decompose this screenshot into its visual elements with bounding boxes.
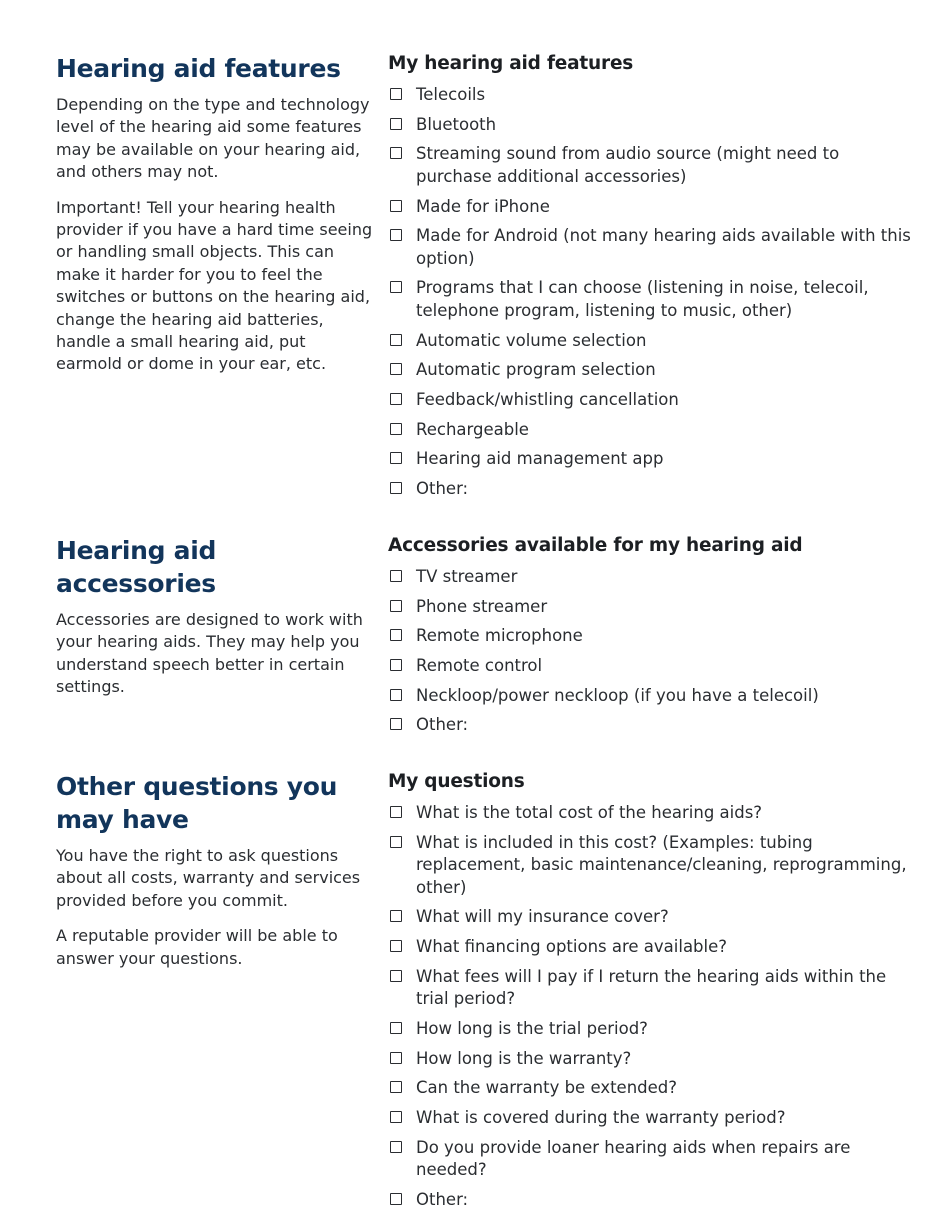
checklist-item-label: Do you provide loaner hearing aids when repairs are needed? (416, 1137, 851, 1180)
checklist (388, 84, 918, 501)
checkbox[interactable] (390, 423, 402, 435)
checklist-item-label: How long is the warranty? (416, 1048, 632, 1068)
checklist-item (388, 596, 918, 619)
checkbox[interactable] (390, 1141, 402, 1153)
checklist-item (388, 225, 918, 270)
checkbox[interactable] (390, 659, 402, 671)
section-title: Hearing aid features (56, 54, 341, 83)
checklist-item-label: Automatic volume selection (416, 330, 647, 350)
checklist-item (388, 936, 918, 959)
checkbox[interactable] (390, 718, 402, 730)
checklist-item (388, 714, 918, 737)
checkbox[interactable] (390, 281, 402, 293)
checkbox[interactable] (390, 229, 402, 241)
checklist-item (388, 685, 918, 708)
checkbox[interactable] (390, 806, 402, 818)
checkbox[interactable] (390, 1081, 402, 1093)
checklist-item-label: Other: (416, 715, 469, 735)
checklist-item-label: Can the warranty be extended? (416, 1078, 678, 1098)
checkbox[interactable] (390, 200, 402, 212)
checklist-item-label: What is the total cost of the hearing aids? (416, 803, 763, 822)
accessories-checklist (388, 534, 918, 744)
checklist-item-label: TV streamer (416, 567, 518, 586)
description-paragraph: Accessories are designed to work with your hearing aids. They may help you understand speech better in certain settings. (56, 610, 363, 697)
checklist-item (388, 1189, 918, 1212)
checkbox[interactable] (390, 334, 402, 346)
section-title: Other questions you may have (56, 772, 338, 834)
checkbox[interactable] (390, 393, 402, 405)
checklist-item (388, 84, 918, 107)
description-paragraph: Depending on the type and technology level of the hearing aid some features may be available on your hearing aid, and others may not. (56, 95, 370, 182)
checklist-item (388, 906, 918, 929)
checkbox[interactable] (390, 836, 402, 848)
checkbox[interactable] (390, 570, 402, 582)
checklist-item-label: Made for Android (not many hearing aids available with this option) (416, 226, 911, 268)
checklist-item-label: What financing options are available? (416, 937, 728, 957)
checkbox[interactable] (390, 970, 402, 982)
checklist-item-label: Telecoils (416, 85, 486, 104)
checkbox[interactable] (390, 600, 402, 612)
checklist-item-label: Other: (416, 1189, 469, 1209)
questions-checklist (388, 770, 918, 1219)
checklist-item (388, 1137, 918, 1182)
checklist-item (388, 655, 918, 678)
checkbox[interactable] (390, 1111, 402, 1123)
checklist-item (388, 566, 918, 589)
checklist-item (388, 196, 918, 219)
checkbox[interactable] (390, 452, 402, 464)
checklist-item-label: Automatic program selection (416, 360, 656, 380)
checkbox[interactable] (390, 689, 402, 701)
checklist-item-label: Phone streamer (416, 596, 548, 616)
checklist-item-label: Made for iPhone (416, 196, 550, 216)
questions-description (56, 770, 374, 970)
checkbox[interactable] (390, 1193, 402, 1205)
checklist-item-label: Programs that I can choose (listening in noise, telecoil, telephone program, listening to music, other) (416, 278, 869, 320)
checklist-item (388, 478, 918, 501)
checkbox[interactable] (390, 147, 402, 159)
checklist-item (388, 625, 918, 648)
checklist-item-label: Other: (416, 479, 469, 499)
checklist-item-label: Rechargeable (416, 419, 529, 439)
checklist-item-label: What will my insurance cover? (416, 907, 669, 927)
checkbox[interactable] (390, 940, 402, 952)
section-title: Hearing aid accessories (56, 536, 217, 598)
checkbox[interactable] (390, 482, 402, 494)
checklist-item-label: How long is the trial period? (416, 1018, 648, 1038)
checklist-item (388, 802, 918, 825)
checkbox[interactable] (390, 1022, 402, 1034)
checklist-item (388, 330, 918, 353)
checklist-item-label: Bluetooth (416, 114, 497, 134)
accessories-description (56, 534, 374, 699)
checklist (388, 566, 918, 737)
checklist-item (388, 389, 918, 412)
checklist-item-label: What is included in this cost? (Examples: tubing replacement, basic maintenance/cleaning, reprogramming, other) (416, 832, 907, 897)
checkbox[interactable] (390, 910, 402, 922)
checklist-title: My questions (388, 771, 525, 792)
checklist-item (388, 832, 918, 900)
checkbox[interactable] (390, 1052, 402, 1064)
features-description (56, 52, 374, 376)
checklist-item (388, 1018, 918, 1041)
description-paragraph: A reputable provider will be able to answer your questions. (56, 926, 338, 968)
checklist-item-label: Streaming sound from audio source (might need to purchase additional accessories) (416, 144, 840, 186)
checklist-item-label: What is covered during the warranty period? (416, 1108, 786, 1127)
checklist-item (388, 448, 918, 471)
checklist (388, 802, 918, 1211)
features-checklist (388, 52, 918, 508)
description-paragraph: You have the right to ask questions about all costs, warranty and services provided before you commit. (56, 846, 361, 910)
checkbox[interactable] (390, 88, 402, 100)
checklist-item-label: Hearing aid management app (416, 449, 664, 469)
checklist-item-label: What fees will I pay if I return the hearing aids within the trial period? (416, 966, 887, 1009)
checkbox[interactable] (390, 629, 402, 641)
checklist-item (388, 966, 918, 1011)
checklist-item (388, 143, 918, 188)
checklist-item (388, 277, 918, 322)
checklist-item (388, 1048, 918, 1071)
checklist-item-label: Neckloop/power neckloop (if you have a telecoil) (416, 685, 819, 705)
checklist-item (388, 359, 918, 382)
checkbox[interactable] (390, 118, 402, 130)
checklist-title: Accessories available for my hearing aid (388, 535, 803, 556)
checklist-item-label: Feedback/whistling cancellation (416, 390, 679, 409)
checklist-item-label: Remote microphone (416, 626, 583, 646)
checklist-item (388, 1107, 918, 1130)
checklist-item (388, 114, 918, 137)
checklist-item-label: Remote control (416, 656, 543, 676)
checklist-item (388, 419, 918, 442)
checklist-item (388, 1077, 918, 1100)
checklist-title: My hearing aid features (388, 53, 634, 74)
checkbox[interactable] (390, 363, 402, 375)
description-paragraph: Important! Tell your hearing health provider if you have a hard time seeing or handling small objects. This can make it harder for you to feel the switches or buttons on the hearing aid, change the hearing aid batteries, handle a small hearing aid, put earmold or dome in your ear, etc. (56, 197, 373, 374)
